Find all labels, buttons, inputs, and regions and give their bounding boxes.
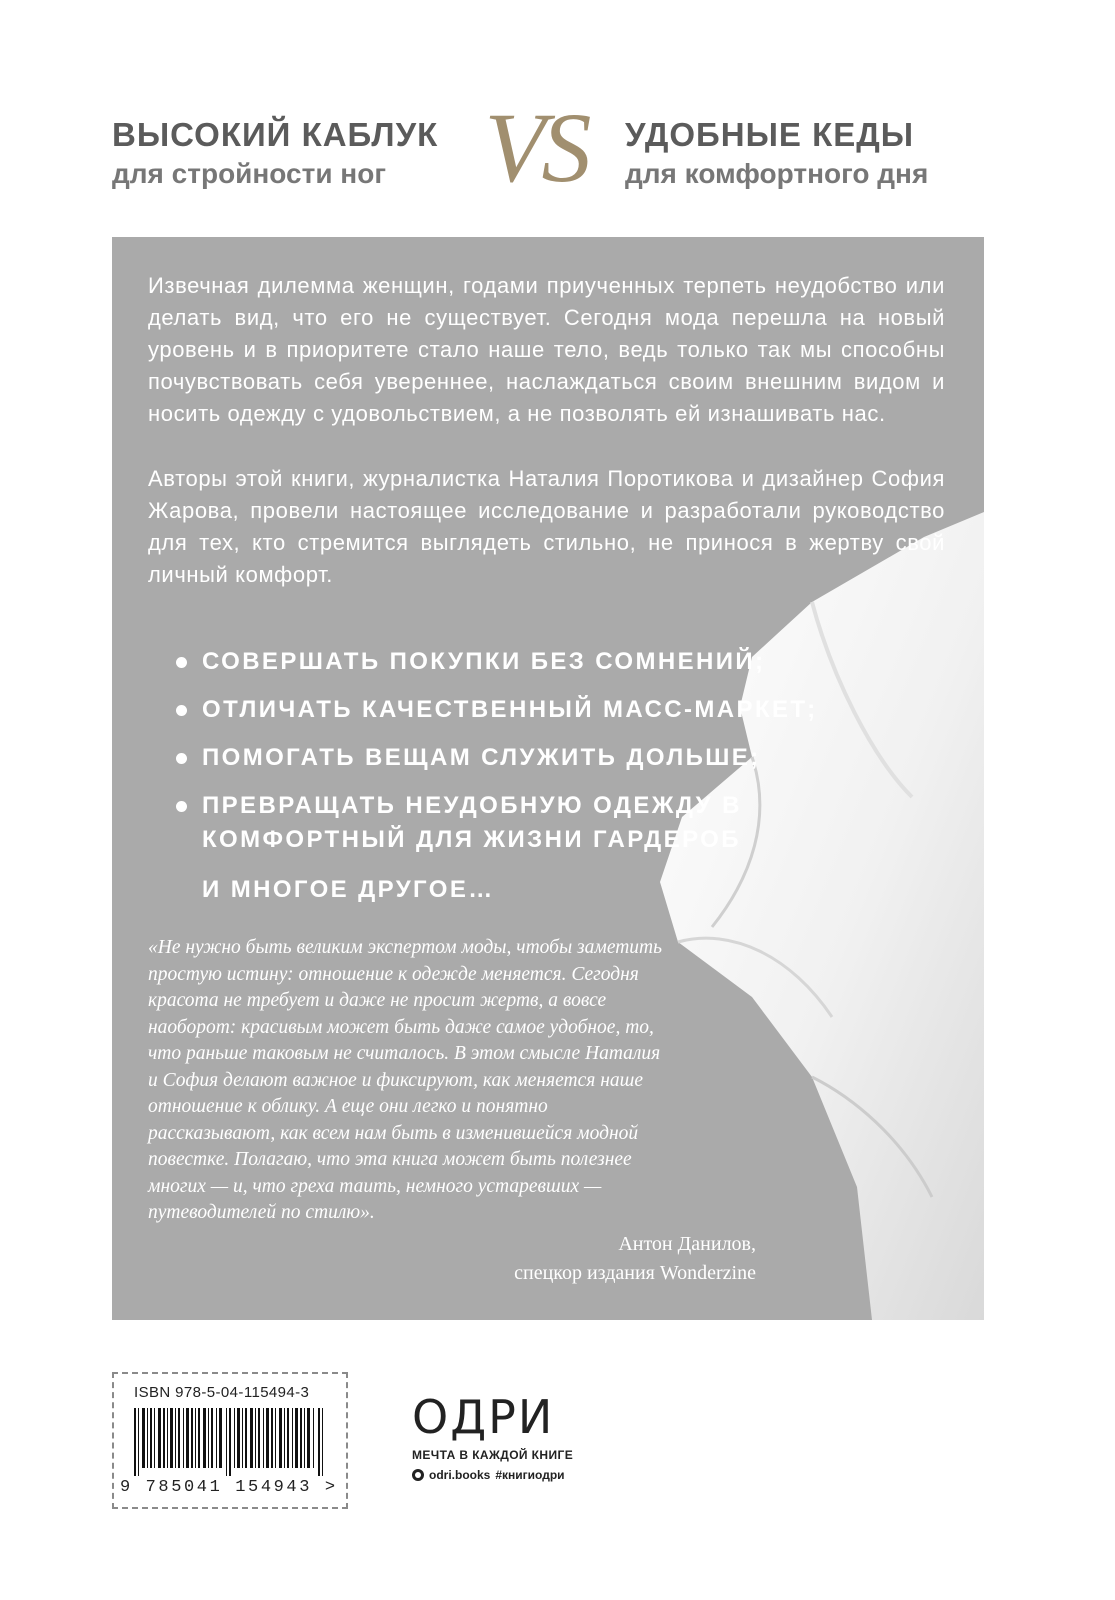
testimonial-quote: «Не нужно быть великим экспертом моды, чтобы заметить простую истину: отношение к одежде меняется. Сегодня красота не требует и даже не просит жертв, а вовсе наоборот: красивым может быть даже самое удобное, то, что раньше таковым не считалось. В этом смысле Наталия и София делают важное и фиксируют, как меняется наше отношение к облику. А еще они легко и понятно рассказывают, как всем нам быть в изменившейся модной повестке. Полагаю, что эта книга может быть полезнее многих — и, что греха таить, немного устаревших — путеводителей по стилю». bbox=[148, 937, 663, 1223]
bullet-dot-icon bbox=[176, 801, 187, 812]
quote-author-role: спецкор издания Wonderzine bbox=[514, 1262, 756, 1284]
high-heel-subtitle: для стройности ног bbox=[112, 158, 386, 189]
vs-mark: VS bbox=[484, 92, 588, 203]
publisher-social bbox=[412, 1468, 612, 1482]
intro-paragraph: Извечная дилемма женщин, годами приученных терпеть неудобство или делать вид, что его не существует. Сегодня мода перешла на новый уровень и в приоритете стало наше тело, ведь только так мы способны почувствовать себя увереннее, наслаждаться своим внешним видом и носить одежду с удовольствием, а не позволять ей изнашивать нас. bbox=[148, 273, 945, 426]
publisher-block bbox=[412, 1392, 612, 1482]
list-item: ОТЛИЧАТЬ КАЧЕСТВЕННЫЙ МАСС-МАРКЕТ; bbox=[174, 693, 874, 727]
high-heel-title: ВЫСОКИЙ КАБЛУК bbox=[112, 116, 439, 153]
sneakers-title: УДОБНЫЕ КЕДЫ bbox=[625, 116, 915, 153]
bullet-dot-icon bbox=[176, 657, 187, 668]
and-more-text: И МНОГОЕ ДРУГОЕ… bbox=[202, 876, 495, 903]
sneakers-subtitle: для комфортного дня bbox=[625, 158, 929, 189]
list-item: ПРЕВРАЩАТЬ НЕУДОБНУЮ ОДЕЖДУ В КОМФОРТНЫЙ ДЛЯ ЖИЗНИ ГАРДЕРОБ bbox=[174, 789, 742, 857]
publisher-logo: ОДРИ bbox=[412, 1390, 555, 1444]
social-handle: odri.books bbox=[429, 1468, 491, 1482]
isbn-barcode-box bbox=[112, 1372, 348, 1509]
social-hashtag: #книгиодри bbox=[495, 1468, 565, 1482]
list-item: ПОМОГАТЬ ВЕЩАМ СЛУЖИТЬ ДОЛЬШЕ; bbox=[174, 741, 874, 775]
bullet-dot-icon bbox=[176, 705, 187, 716]
barcode-digits: 9 785041 154943 > bbox=[120, 1478, 338, 1497]
benefits-list bbox=[174, 645, 874, 907]
instagram-icon bbox=[412, 1469, 424, 1481]
barcode-image bbox=[134, 1408, 330, 1476]
authors-paragraph: Авторы этой книги, журналистка Наталия Поротикова и дизайнер София Жарова, провели настоящее исследование и разработали руководство для тех, кто стремится выглядеть стильно, не принося в жертву свой личный комфорт. bbox=[148, 466, 945, 587]
grey-description-panel bbox=[112, 237, 984, 1320]
isbn-number: ISBN 978-5-04-115494-3 bbox=[134, 1384, 310, 1401]
header-left bbox=[112, 114, 452, 192]
quote-author-name: Антон Данилов, bbox=[618, 1233, 756, 1255]
header-right bbox=[625, 114, 1045, 192]
quote-attribution bbox=[452, 1230, 756, 1288]
bullet-dot-icon bbox=[176, 753, 187, 764]
list-item: СОВЕРШАТЬ ПОКУПКИ БЕЗ СОМНЕНИЙ; bbox=[174, 645, 874, 679]
publisher-tagline: МЕЧТА В КАЖДОЙ КНИГЕ bbox=[412, 1448, 574, 1462]
